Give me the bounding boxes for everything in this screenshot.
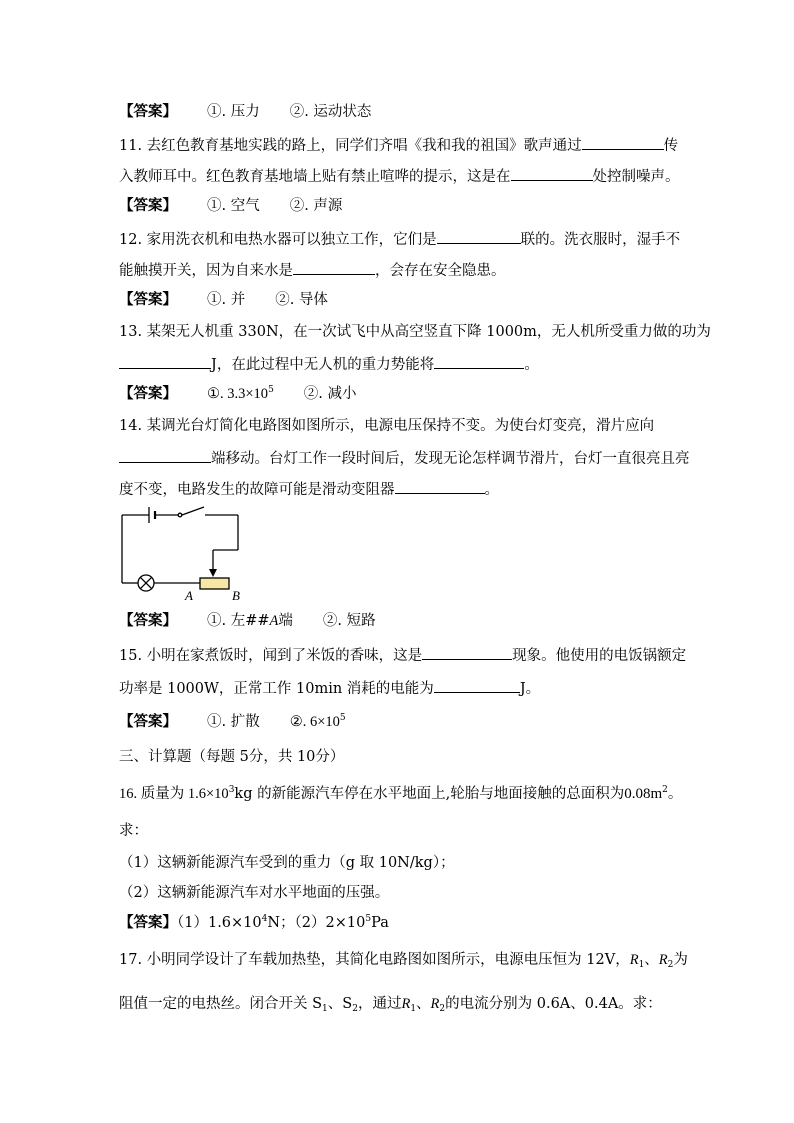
- answer-label: 【答案】: [119, 713, 177, 730]
- q13-text: 13. 某架无人机重 330N，在一次试飞中从高空竖直下降 1000m，无人机所受重力做的功为: [119, 324, 711, 340]
- subscript: 1: [638, 960, 645, 970]
- switch-blade: [182, 507, 204, 515]
- q17-text: 为: [673, 952, 688, 968]
- exponent: 5: [365, 914, 372, 924]
- exponent: 5: [268, 385, 274, 395]
- section-3-heading: [119, 747, 675, 767]
- exponent: 2: [662, 785, 668, 795]
- resistor-symbol: R: [629, 952, 639, 968]
- resistor-symbol: R: [401, 996, 411, 1012]
- answer-label: 【答案】: [119, 385, 177, 402]
- q16-answer: [119, 913, 675, 933]
- q11-answer: [119, 196, 675, 216]
- q14-answer: [119, 611, 675, 631]
- answer-label: 【答案】: [119, 197, 177, 214]
- q12-text: 能触摸开关，因为自来水是: [119, 263, 293, 279]
- q13-answer: [119, 384, 675, 404]
- q12-line-2: [119, 259, 675, 281]
- q15-text: 现象。他使用的电饭锅额定: [512, 648, 687, 664]
- resistor-symbol: R: [658, 952, 668, 968]
- q13-text: 。: [524, 357, 539, 373]
- q16-text: 求：: [119, 823, 148, 839]
- answer-1: ①. 3.3×10: [207, 386, 269, 402]
- resistor-symbol: R: [430, 996, 440, 1012]
- q16-area: 0.08m: [624, 786, 663, 802]
- answer-blank: [119, 353, 211, 369]
- q16-subquestion: （2）这辆新能源汽车对水平地面的压强。: [119, 885, 390, 901]
- q13-line-2: [119, 353, 675, 375]
- q15-line-2: [119, 677, 675, 699]
- switch-pivot: [178, 513, 182, 517]
- q14-line-3: [119, 478, 675, 500]
- q16-text: 。: [667, 786, 683, 802]
- q11-text: 11. 去红色教育基地实践的路上，同学们齐唱《我和我的祖国》歌声通过: [119, 138, 582, 154]
- answer-blank: [434, 353, 524, 369]
- q14-line-1: [119, 416, 675, 436]
- q15-answer: [119, 712, 675, 732]
- q17-text: 17. 小明同学设计了车载加热垫，其简化电路图如图所示，电源电压恒为 12V，: [119, 952, 630, 968]
- answer-1-italic: A: [269, 613, 279, 629]
- q12-text: 12. 家用洗衣机和电热水器可以独立工作，它们是: [119, 232, 437, 248]
- q17-line-1: [119, 950, 688, 970]
- q16-sub-2: [119, 883, 675, 903]
- subscript: 2: [352, 1004, 358, 1014]
- q14-line-2: [119, 447, 690, 469]
- q17-text: ，通过: [357, 996, 402, 1012]
- label-a: A: [185, 588, 193, 603]
- answer-1-suffix: 端: [278, 613, 293, 629]
- exponent: 5: [339, 713, 346, 723]
- rheostat-body: [200, 578, 229, 589]
- q17-text: 、: [416, 996, 431, 1012]
- q17-line-2: [119, 994, 675, 1014]
- exponent: 4: [261, 914, 268, 924]
- subscript: 2: [439, 1004, 446, 1014]
- answer-blank: [395, 478, 485, 494]
- answer-blank: [582, 134, 664, 150]
- q11-text: 传: [663, 138, 679, 154]
- q14-text: 14. 某调光台灯简化电路图如图所示，电源电压保持不变。为使台灯变亮，滑片应向: [119, 418, 655, 434]
- answer-2: ②. 短路: [322, 613, 376, 629]
- answer-2: ②. 声源: [289, 198, 343, 214]
- answer-text: Pa: [371, 915, 389, 931]
- q11-text: 入教师耳中。红色教育基地墙上贴有禁止喧哗的提示，这是在: [119, 169, 511, 185]
- q17-text: 的电流分别为 0.6A、0.4A。求：: [445, 996, 662, 1012]
- q12-text: ，会存在安全隐患。: [375, 263, 506, 279]
- q11-line-1: [119, 134, 679, 156]
- answer-text: N；（2）2×10: [267, 915, 366, 931]
- answer-2: ②. 运动状态: [289, 104, 372, 120]
- answer-2: ②. 减小: [303, 386, 357, 402]
- slider-arrow: [209, 569, 217, 577]
- answer-blank: [437, 228, 521, 244]
- q15-text: 功率是 1000W，正常工作 10min 消耗的电能为: [119, 681, 434, 697]
- answer-blank: [422, 644, 512, 660]
- label-b: B: [232, 588, 240, 603]
- q16-subquestion: （1）这辆新能源汽车受到的重力（g 取 10N/kg）；: [119, 855, 455, 871]
- q17-text: 、: [644, 952, 659, 968]
- q16-text: 16. 质量为 1.6×10: [119, 786, 229, 802]
- q13-line-1: [119, 322, 711, 342]
- q17-text: 、S: [327, 996, 353, 1012]
- answer-blank: [511, 165, 593, 181]
- exponent: 3: [228, 785, 235, 795]
- subscript: 2: [667, 960, 674, 970]
- q11-text: 处控制噪声。: [592, 169, 680, 185]
- answer-1: ①. 空气: [207, 198, 260, 214]
- q12-text: 联的。洗衣服时，湿手不: [520, 232, 681, 248]
- answer-label: 【答案】: [119, 103, 177, 120]
- answer-2: ②. 导体: [275, 292, 328, 308]
- answer-blank: [119, 447, 211, 463]
- answer-2: ②. 6×10: [289, 714, 340, 730]
- q16-line-1: [119, 784, 683, 804]
- q11-line-2: [119, 165, 680, 187]
- answer-label: 【答案】: [119, 612, 177, 629]
- q14-text: 端移动。台灯工作一段时间后，发现无论怎样调节滑片，台灯一直很亮且亮: [211, 451, 690, 467]
- answer-blank: [434, 677, 520, 693]
- answer-text: （1）1.6×10: [177, 915, 262, 931]
- q14-text: 。: [484, 482, 499, 498]
- answer-1: ①. 左##: [207, 613, 270, 629]
- q15-line-1: [119, 644, 687, 666]
- subscript: 1: [322, 1004, 328, 1014]
- answer-label: 【答案】: [119, 291, 177, 308]
- q13-text: J，在此过程中无人机的重力势能将: [211, 357, 435, 373]
- q10-answer: [119, 102, 675, 122]
- q14-text: 度不变，电路发生的故障可能是滑动变阻器: [119, 482, 395, 498]
- answer-1: ①. 压力: [207, 104, 260, 120]
- answer-blank: [293, 259, 375, 275]
- section-title: 三、计算题（每题 5分，共 10分）: [119, 749, 345, 765]
- dimmer-circuit-diagram: [116, 505, 246, 603]
- q16-sub-1: [119, 853, 675, 873]
- q15-text: J。: [519, 681, 541, 697]
- q17-text: 阻值一定的电热丝。闭合开关 S: [119, 996, 323, 1012]
- q16-text: kg 的新能源汽车停在水平地面上,轮胎与地面接触的总面积为: [234, 786, 625, 802]
- answer-1: ①. 并: [207, 292, 246, 308]
- q12-answer: [119, 290, 675, 310]
- q16-ask: [119, 821, 675, 841]
- answer-1: ①. 扩散: [207, 714, 260, 730]
- subscript: 1: [410, 1004, 417, 1014]
- q15-text: 15. 小明在家煮饭时，闻到了米饭的香味，这是: [119, 648, 423, 664]
- q12-line-1: [119, 228, 681, 250]
- answer-label: 【答案】: [119, 914, 177, 931]
